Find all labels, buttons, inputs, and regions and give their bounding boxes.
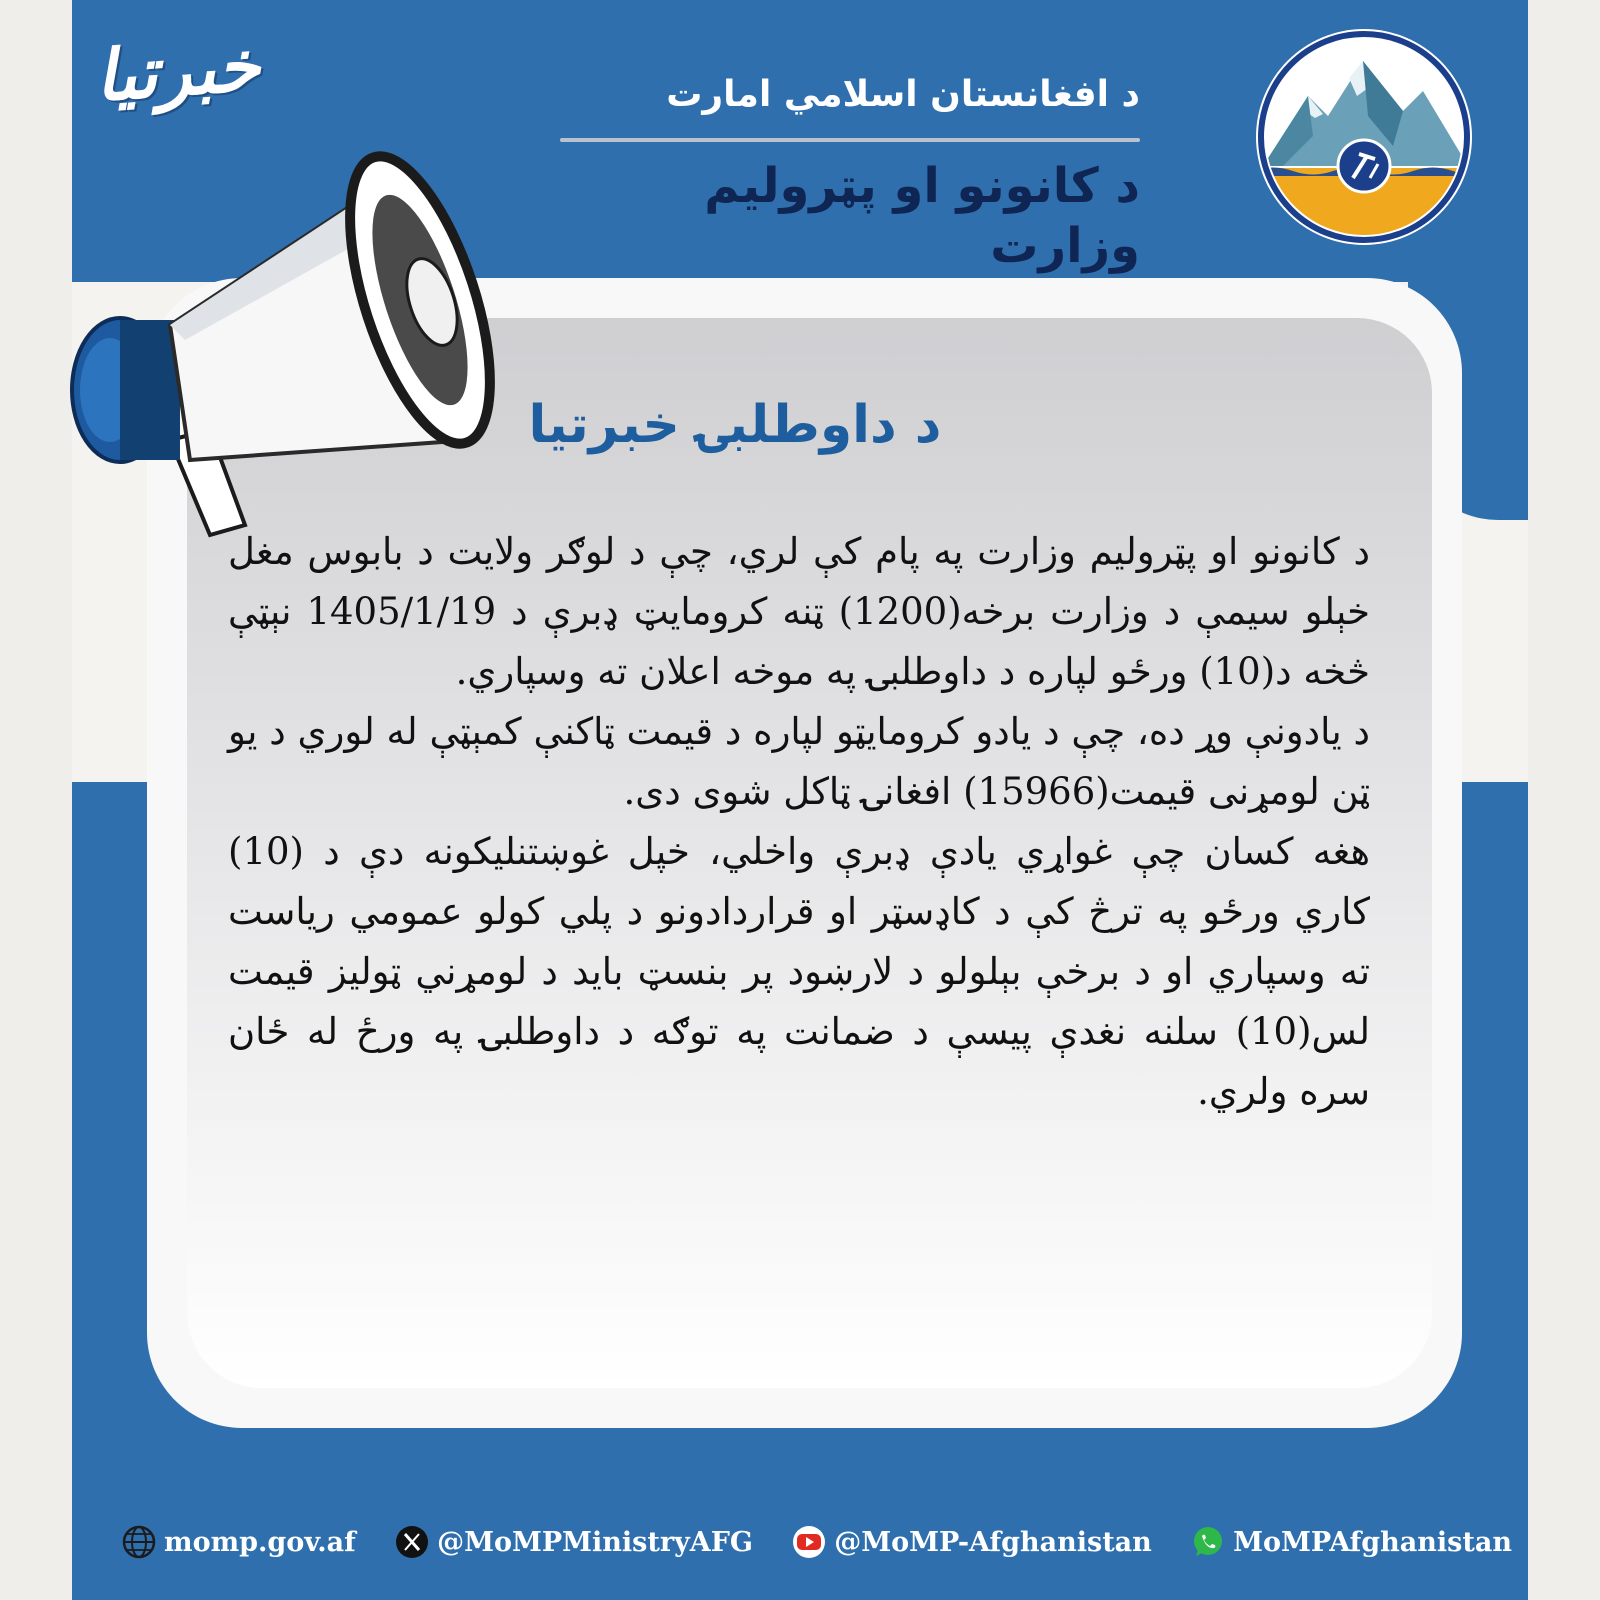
notice-title: د داوطلبۍ خبرتیا — [528, 395, 942, 455]
footer-whatsapp[interactable] — [1191, 1525, 1512, 1559]
whatsapp-handle[interactable]: MoMPAfghanistan — [1233, 1526, 1512, 1558]
mountain-emblem-icon — [1253, 26, 1475, 248]
notice-body — [228, 522, 1370, 1122]
website-link[interactable]: momp.gov.af — [164, 1526, 356, 1558]
notice-paragraph: هغه کسان چې غواړي یادې ډبرې واخلي، خپل غوښتنلیکونه دې د (10) کاري ورځو په ترڅ کې د کاډسټر او قراردادونو د پلي کولو عمومي ریاست ته وسپاري او د برخې بېلولو د لارښود پر بنسټ باید د لومړني ټولیز قیمت لس(10) سلنه نغدې پیسې د ضمانت په توګه د داوطلبۍ په ورځ له ځان سره ولري. — [228, 830, 1370, 1113]
footer-youtube[interactable] — [792, 1525, 1152, 1559]
youtube-icon — [792, 1525, 826, 1559]
notice-paragraph: د کانونو او پټرولیم وزارت په پام کې لري، چې د لوګر ولایت د بابوس مغل خېلو سیمې د وزارت برخه(1200) ټنه کرومایټ ډبرې د 1405/1/19 نېټې څخه د(10) ورځو لپاره د داوطلبۍ په موخه اعلان ته وسپاري. — [228, 530, 1370, 693]
header-divider — [560, 138, 1140, 142]
globe-icon — [122, 1525, 156, 1559]
youtube-handle[interactable]: @MoMP-Afghanistan — [834, 1526, 1152, 1558]
x-icon — [395, 1525, 429, 1559]
ministry-header — [560, 70, 1140, 276]
whatsapp-icon — [1191, 1525, 1225, 1559]
social-footer — [122, 1512, 1512, 1572]
emirate-name: د افغانستان اسلامي امارت — [666, 74, 1140, 115]
ministry-name: د کانونو او پټرولیم وزارت — [704, 158, 1140, 274]
footer-website[interactable] — [122, 1525, 356, 1559]
x-handle[interactable]: @MoMPMinistryAFG — [437, 1526, 753, 1558]
footer-x[interactable] — [395, 1525, 753, 1559]
notice-paragraph: د یادونې وړ ده، چې د یادو کرومایټو لپاره د قیمت ټاکنې کمېټې له لوري د یو ټن لومړنی قیمت(15966) افغانۍ ټاکل شوی دی. — [228, 710, 1370, 813]
news-logo: خبرتیا — [92, 24, 263, 118]
megaphone-icon — [0, 140, 520, 560]
